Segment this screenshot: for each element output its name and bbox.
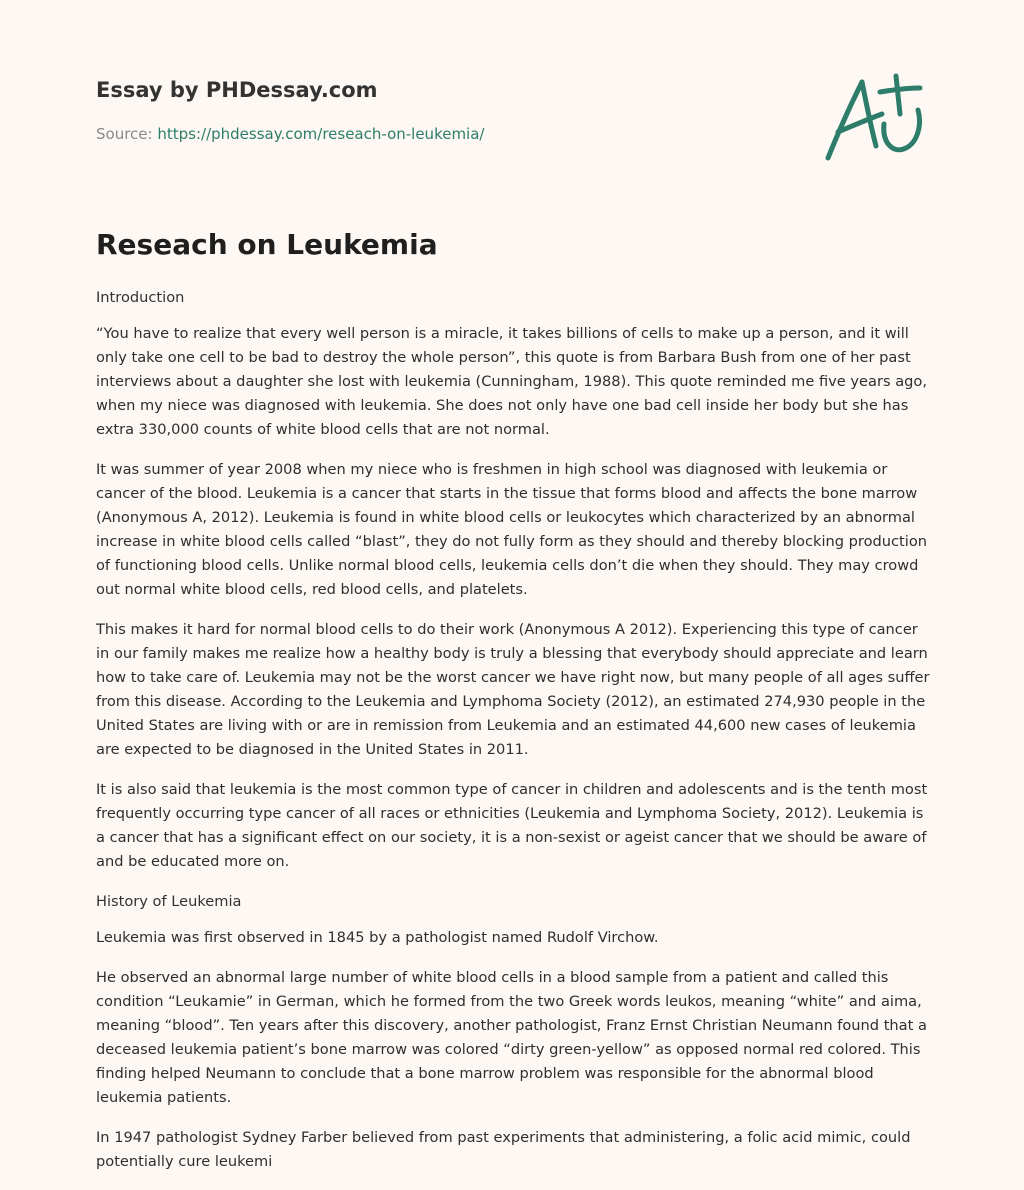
page-header (96, 76, 928, 144)
paragraph: This makes it hard for normal blood cells to do their work (Anonymous A 2012). Experiencing this type of cancer in our family makes me realize how a healthy body is truly a blessing that everybody should appreciate and learn how to take care of. Leukemia may not be the worst cancer we have right now, but many people of all ages suffer from this disease. According to the Leukemia and Lymphoma Society (2012), an estimated 274,930 people in the United States are living with or are in remission from Leukemia and an estimated 44,600 new cases of leukemia are expected to be diagnosed in the United States in 2011. (96, 621, 930, 758)
section-heading-history: History of Leukemia (96, 893, 242, 910)
essay-title: Reseach on Leukemia (96, 228, 438, 261)
source-label: Source: (96, 125, 153, 143)
paragraph: It is also said that leukemia is the most common type of cancer in children and adolescents and is the tenth most frequently occurring type cancer of all races or ethnicities (Leukemia and Lymphoma Society, 2012). Leukemia is a cancer that has a significant effect on our society, it is a non-sexist or ageist cancer that we should be aware of and be educated more on. (96, 781, 928, 870)
paragraph: In 1947 pathologist Sydney Farber believed from past experiments that administering, a folic acid mimic, could potentially cure leukemi (96, 1129, 911, 1170)
essay-content (96, 226, 932, 1190)
paragraph: Leukemia was first observed in 1845 by a pathologist named Rudolf Virchow. (96, 929, 659, 946)
paragraph: It was summer of year 2008 when my niece who is freshmen in high school was diagnosed with leukemia or cancer of the blood. Leukemia is a cancer that starts in the tissue that forms blood and affects the bone marrow (Anonymous A, 2012). Leukemia is found in white blood cells or leukocytes which characterized by an abnormal increase in white blood cells called “blast”, they do not fully form as they should and thereby blocking production of functioning blood cells. Unlike normal blood cells, leukemia cells don’t die when they should. They may crowd out normal white blood cells, red blood cells, and platelets. (96, 461, 928, 598)
source-link[interactable]: https://phdessay.com/reseach-on-leukemia/ (157, 125, 485, 143)
paragraph: “You have to realize that every well person is a miracle, it takes billions of cells to make up a person, and it will only take one cell to be bad to destroy the whole person”, this quote is from Barbara Bush from one of her past interviews about a daughter she lost with leukemia (Cunningham, 1988). This quote reminded me five years ago, when my niece was diagnosed with leukemia. She does not only have one bad cell inside her body but she has extra 330,000 counts of white blood cells that are not normal. (96, 325, 927, 438)
paragraph: He observed an abnormal large number of white blood cells in a blood sample from a patient and called this condition “Leukamie” in German, which he formed from the two Greek words leukos, meaning “white” and aima, meaning “blood”. Ten years after this discovery, another pathologist, Franz Ernst Christian Neumann found that a deceased leukemia patient’s bone marrow was colored “dirty green-yellow” as opposed normal red colored. This finding helped Neumann to conclude that a bone marrow problem was responsible for the abnormal blood leukemia patients. (96, 969, 927, 1106)
section-heading-introduction: Introduction (96, 289, 185, 306)
source-line (96, 124, 928, 144)
site-brand: Essay by PHDessay.com (96, 78, 378, 102)
a-plus-logo-icon (820, 68, 928, 164)
